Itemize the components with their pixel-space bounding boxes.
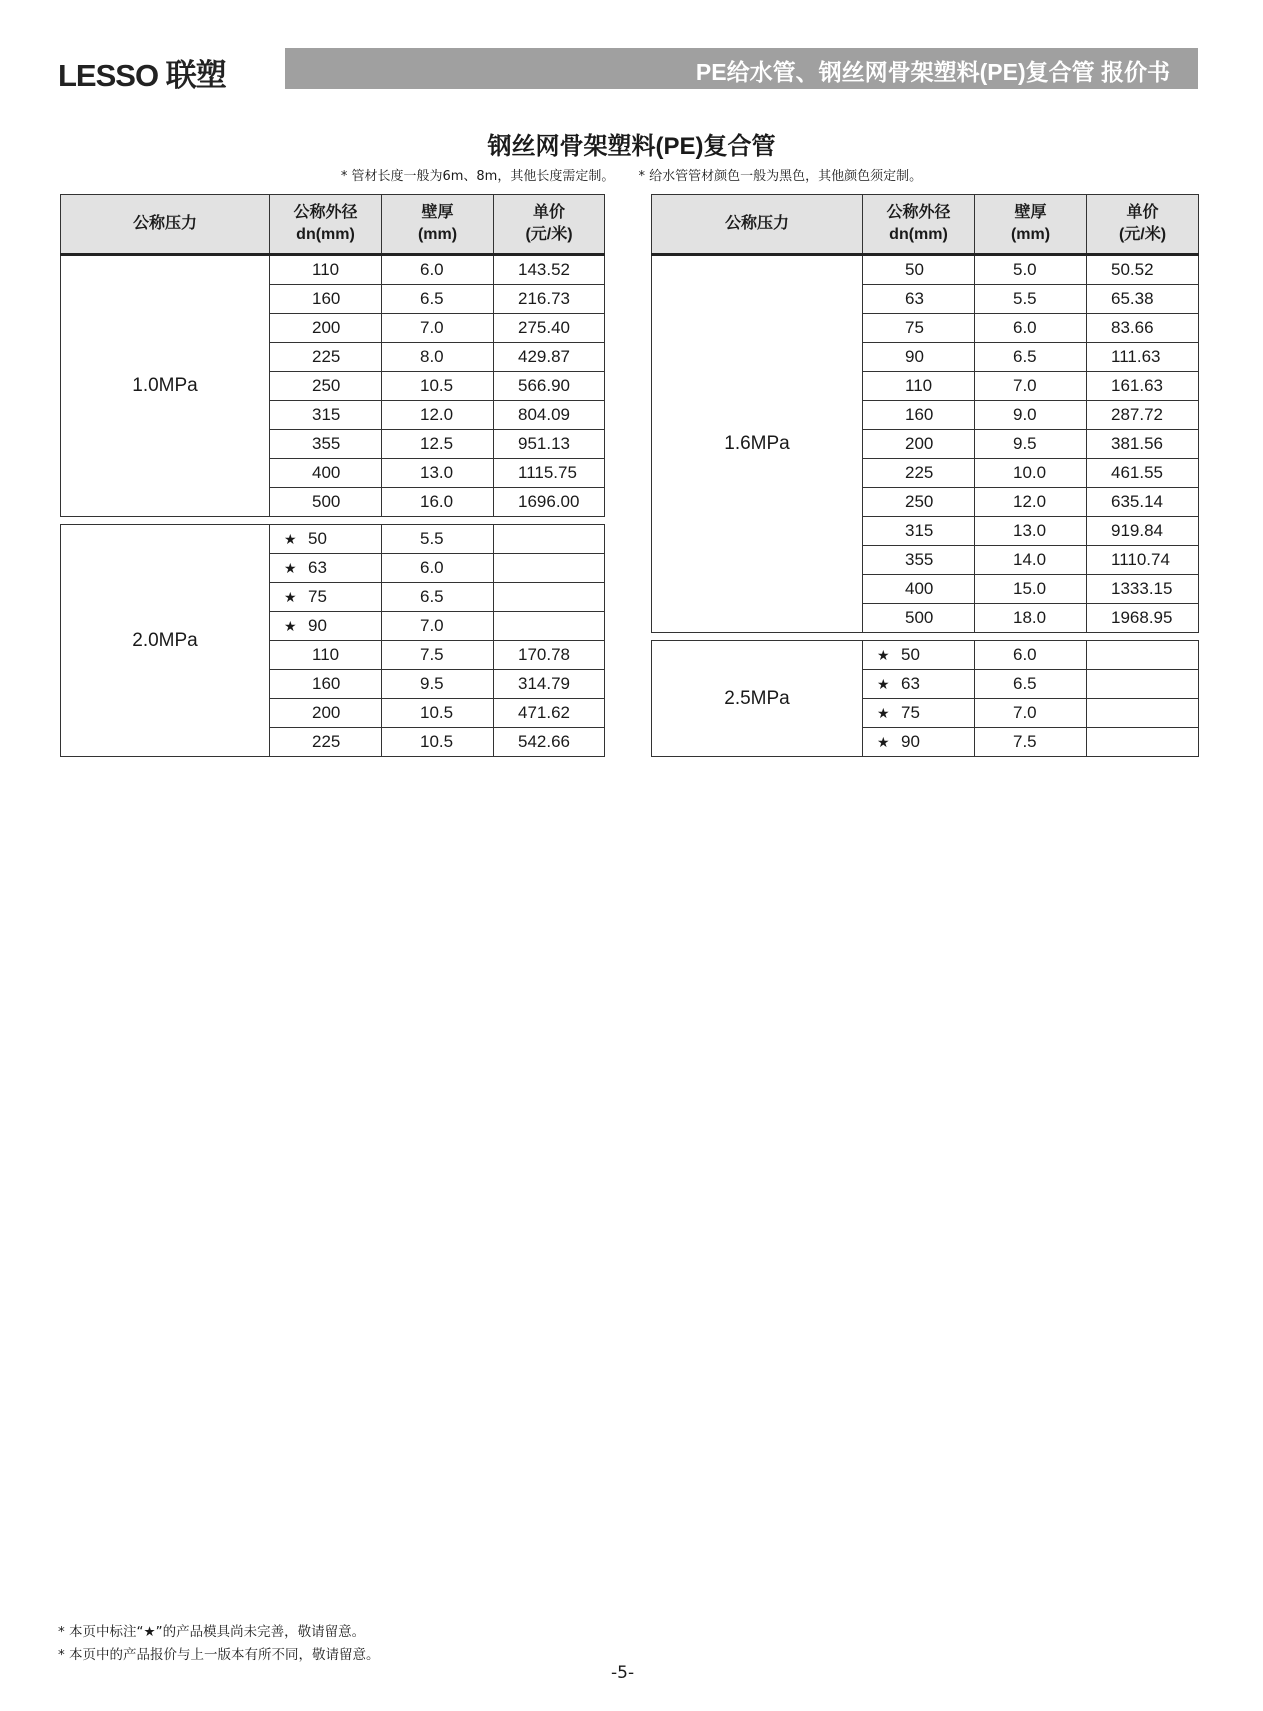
dn-cell [863, 575, 975, 604]
dn-cell [863, 670, 975, 699]
price-cell: 381.56 [1087, 430, 1199, 459]
dn-cell [863, 285, 975, 314]
table-row [652, 255, 1199, 285]
footer-note-star: * 本页中标注“★”的产品模具尚未完善，敬请留意。 [58, 1624, 366, 1640]
price-cell [1087, 670, 1199, 699]
dn-value: 160 [312, 674, 341, 693]
dn-cell [270, 343, 382, 372]
table-row [652, 641, 1199, 670]
price-cell: 471.62 [494, 699, 605, 728]
wall-cell: 8.0 [382, 343, 494, 372]
dn-cell [270, 583, 382, 612]
wall-cell: 5.5 [382, 525, 494, 554]
column-header-pressure: 公称压力 [652, 195, 863, 255]
column-header-price: 单价 (元/米) [494, 195, 605, 255]
dn-value: 50 [901, 645, 920, 664]
wall-cell: 12.5 [382, 430, 494, 459]
price-cell: 143.52 [494, 255, 605, 285]
wall-cell: 9.5 [382, 670, 494, 699]
dn-value: 400 [312, 463, 341, 482]
dn-value: 63 [308, 558, 327, 577]
dn-cell [863, 343, 975, 372]
dn-value: 250 [905, 492, 934, 511]
dn-cell [270, 372, 382, 401]
dn-value: 225 [905, 463, 934, 482]
dn-cell [270, 459, 382, 488]
column-header-pressure: 公称压力 [61, 195, 270, 255]
dn-cell [863, 517, 975, 546]
price-cell: 83.66 [1087, 314, 1199, 343]
wall-cell: 16.0 [382, 488, 494, 517]
dn-cell [863, 430, 975, 459]
price-cell [1087, 641, 1199, 670]
dn-value: 63 [901, 674, 920, 693]
dn-value: 90 [308, 616, 327, 635]
note-color: * 给水管管材颜色一般为黑色，其他颜色须定制。 [638, 169, 923, 184]
dn-cell [863, 459, 975, 488]
wall-cell: 6.5 [382, 285, 494, 314]
wall-cell: 6.0 [975, 641, 1087, 670]
wall-cell: 6.5 [975, 343, 1087, 372]
price-cell [494, 583, 605, 612]
wall-cell: 10.5 [382, 728, 494, 757]
dn-value: 90 [905, 347, 924, 366]
column-header-price: 单价 (元/米) [1087, 195, 1199, 255]
price-cell [494, 612, 605, 641]
dn-value: 50 [905, 260, 924, 279]
price-cell: 635.14 [1087, 488, 1199, 517]
price-cell: 951.13 [494, 430, 605, 459]
dn-value: 63 [905, 289, 924, 308]
wall-cell: 12.0 [382, 401, 494, 430]
dn-value: 200 [905, 434, 934, 453]
dn-value: 75 [905, 318, 924, 337]
page-number: -5- [611, 1663, 635, 1683]
table-row [61, 525, 605, 554]
pressure-cell: 2.5MPa [652, 641, 863, 757]
pressure-cell: 1.6MPa [652, 255, 863, 633]
wall-cell: 6.0 [382, 554, 494, 583]
dn-cell [270, 699, 382, 728]
wall-cell: 9.5 [975, 430, 1087, 459]
dn-cell [863, 488, 975, 517]
dn-value: 315 [905, 521, 934, 540]
price-cell: 275.40 [494, 314, 605, 343]
table-row [61, 255, 605, 285]
dn-value: 110 [312, 260, 340, 279]
dn-cell [270, 285, 382, 314]
dn-cell [270, 401, 382, 430]
page-title: 钢丝网骨架塑料(PE)复合管 [487, 133, 776, 160]
wall-cell: 14.0 [975, 546, 1087, 575]
star-icon: ★ [284, 531, 297, 547]
wall-cell: 6.5 [975, 670, 1087, 699]
dn-value: 110 [905, 376, 933, 395]
column-header-wall: 壁厚 (mm) [975, 195, 1087, 255]
price-table-2.0MPa [60, 524, 605, 757]
column-header-dn: 公称外径 dn(mm) [270, 195, 382, 255]
column-header-dn: 公称外径 dn(mm) [863, 195, 975, 255]
price-cell: 1333.15 [1087, 575, 1199, 604]
dn-cell [863, 314, 975, 343]
price-table-1.6MPa [651, 194, 1199, 633]
dn-cell [270, 525, 382, 554]
dn-cell [863, 699, 975, 728]
wall-cell: 7.0 [975, 372, 1087, 401]
price-cell [1087, 699, 1199, 728]
dn-cell [863, 546, 975, 575]
wall-cell: 15.0 [975, 575, 1087, 604]
dn-value: 110 [312, 645, 340, 664]
pressure-cell: 1.0MPa [61, 255, 270, 517]
wall-cell: 12.0 [975, 488, 1087, 517]
dn-cell [270, 554, 382, 583]
wall-cell: 9.0 [975, 401, 1087, 430]
dn-cell [270, 430, 382, 459]
star-icon: ★ [877, 676, 890, 692]
wall-cell: 6.0 [382, 255, 494, 285]
pressure-cell: 2.0MPa [61, 525, 270, 757]
wall-cell: 6.5 [382, 583, 494, 612]
price-cell: 216.73 [494, 285, 605, 314]
price-cell: 542.66 [494, 728, 605, 757]
dn-value: 90 [901, 732, 920, 751]
dn-value: 500 [905, 608, 934, 627]
price-cell: 1110.74 [1087, 546, 1199, 575]
dn-value: 75 [901, 703, 920, 722]
dn-value: 160 [905, 405, 934, 424]
price-cell: 429.87 [494, 343, 605, 372]
price-cell [1087, 728, 1199, 757]
price-cell: 50.52 [1087, 255, 1199, 285]
price-cell: 919.84 [1087, 517, 1199, 546]
dn-value: 355 [312, 434, 341, 453]
dn-cell [863, 641, 975, 670]
dn-value: 400 [905, 579, 934, 598]
wall-cell: 7.5 [975, 728, 1087, 757]
wall-cell: 6.0 [975, 314, 1087, 343]
dn-cell [270, 728, 382, 757]
dn-cell [270, 314, 382, 343]
dn-value: 200 [312, 318, 341, 337]
price-cell: 287.72 [1087, 401, 1199, 430]
price-cell: 804.09 [494, 401, 605, 430]
dn-value: 500 [312, 492, 341, 511]
dn-cell [270, 670, 382, 699]
wall-cell: 10.5 [382, 699, 494, 728]
wall-cell: 10.5 [382, 372, 494, 401]
star-icon: ★ [877, 705, 890, 721]
banner-title: PE给水管、钢丝网骨架塑料(PE)复合管 报价书 [695, 59, 1170, 85]
dn-cell [270, 612, 382, 641]
wall-cell: 7.0 [975, 699, 1087, 728]
dn-value: 250 [312, 376, 341, 395]
table-header-row [61, 195, 605, 255]
price-cell [494, 554, 605, 583]
dn-value: 315 [312, 405, 341, 424]
price-cell: 111.63 [1087, 343, 1199, 372]
dn-value: 225 [312, 347, 341, 366]
wall-cell: 13.0 [382, 459, 494, 488]
star-icon: ★ [284, 618, 297, 634]
dn-cell [270, 488, 382, 517]
dn-value: 200 [312, 703, 341, 722]
price-cell: 1696.00 [494, 488, 605, 517]
price-cell [494, 525, 605, 554]
star-icon: ★ [877, 734, 890, 750]
wall-cell: 13.0 [975, 517, 1087, 546]
note-length: * 管材长度一般为6m、8m，其他长度需定制。 [340, 169, 615, 184]
dn-value: 160 [312, 289, 341, 308]
dn-cell [863, 728, 975, 757]
dn-cell [863, 372, 975, 401]
wall-cell: 5.5 [975, 285, 1087, 314]
price-cell: 65.38 [1087, 285, 1199, 314]
wall-cell: 18.0 [975, 604, 1087, 633]
lesso-logo: LESSO 联塑 [58, 58, 226, 93]
price-cell: 161.63 [1087, 372, 1199, 401]
wall-cell: 10.0 [975, 459, 1087, 488]
dn-cell [863, 401, 975, 430]
wall-cell: 7.5 [382, 641, 494, 670]
price-table-2.5MPa [651, 640, 1199, 757]
price-cell: 566.90 [494, 372, 605, 401]
wall-cell: 7.0 [382, 314, 494, 343]
dn-value: 355 [905, 550, 934, 569]
star-icon: ★ [284, 560, 297, 576]
price-cell: 314.79 [494, 670, 605, 699]
price-cell: 461.55 [1087, 459, 1199, 488]
wall-cell: 5.0 [975, 255, 1087, 285]
dn-cell [863, 604, 975, 633]
header-banner [285, 48, 1198, 89]
price-cell: 1968.95 [1087, 604, 1199, 633]
price-table-1.0MPa [60, 194, 605, 517]
price-cell: 1115.75 [494, 459, 605, 488]
dn-value: 225 [312, 732, 341, 751]
column-header-wall: 壁厚 (mm) [382, 195, 494, 255]
notes [0, 165, 1263, 184]
dn-value: 75 [308, 587, 327, 606]
wall-cell: 7.0 [382, 612, 494, 641]
star-icon: ★ [284, 589, 297, 605]
dn-cell [270, 255, 382, 285]
price-cell: 170.78 [494, 641, 605, 670]
dn-cell [863, 255, 975, 285]
footer-note-price: * 本页中的产品报价与上一版本有所不同，敬请留意。 [58, 1647, 380, 1663]
table-header-row [652, 195, 1199, 255]
star-icon: ★ [877, 647, 890, 663]
dn-cell [270, 641, 382, 670]
dn-value: 50 [308, 529, 327, 548]
